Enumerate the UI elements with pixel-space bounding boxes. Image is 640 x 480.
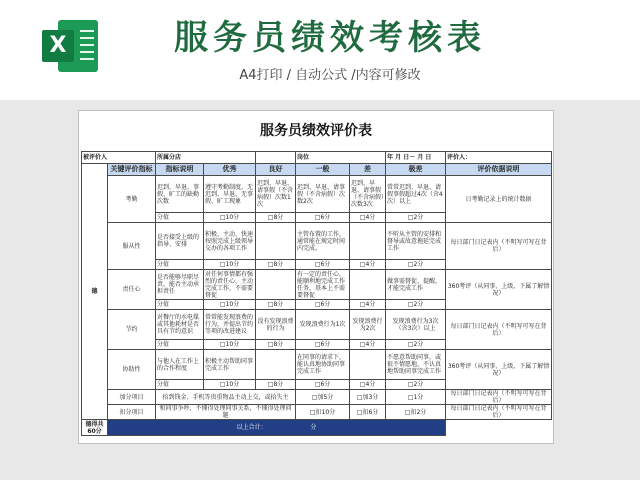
header-row xyxy=(82,152,552,164)
total-bar xyxy=(108,420,446,436)
col-very-poor: 极差 xyxy=(386,164,446,176)
score-option[interactable]: □10分 xyxy=(204,260,256,270)
criterion-basis: 360考评（从同事、上级、下属了解情况） xyxy=(446,270,552,310)
score-option[interactable]: □8分 xyxy=(256,340,296,350)
bonus-option[interactable]: □1分 xyxy=(386,390,446,405)
score-option[interactable]: □4分 xyxy=(350,260,386,270)
score-option[interactable]: □8分 xyxy=(256,300,296,310)
criterion-basis: 日考勤记录上的统计数据 xyxy=(446,176,552,223)
score-option[interactable]: □10分 xyxy=(204,300,256,310)
criterion-poor: 迟到、早退、请事假（不含病假）次数3次 xyxy=(350,176,386,213)
penalty-option[interactable]: □扣6分 xyxy=(350,405,386,420)
col-excellent: 优秀 xyxy=(204,164,256,176)
criterion-poor: 发现浪费行为2次 xyxy=(350,310,386,340)
criterion-good: 迟到、早退、请事假（不含病假）次数1次 xyxy=(256,176,296,213)
score-option[interactable]: □6分 xyxy=(296,260,350,270)
criterion-very-poor: 不愿意帮助同事，或很不情愿地，不认真地帮助同事完成工作 xyxy=(386,350,446,380)
criterion-good xyxy=(256,350,296,380)
bonus-basis: 每日部门日记表内（不明写可写在背后） xyxy=(446,390,552,405)
criterion-basis: 360考评（从同事、上级、下属了解情况） xyxy=(446,350,552,390)
col-key: 关键评价指标 xyxy=(108,164,156,176)
position-label: 岗位 xyxy=(296,152,386,164)
col-poor: 差 xyxy=(350,164,386,176)
period-label: 年 月 日－ 月 日 xyxy=(386,152,446,164)
criterion-very-poor: 不听从主管的安排和督导或故意拖延完成工作 xyxy=(386,223,446,260)
score-label: 分值 xyxy=(156,340,204,350)
dimension-label: 德 xyxy=(82,164,108,420)
criterion-basis: 每日部门日记表内（不明写可写在背后） xyxy=(446,223,552,270)
score-option[interactable]: □10分 xyxy=(204,340,256,350)
bonus-option[interactable]: □加3分 xyxy=(350,390,386,405)
criterion-average: 有一定的责任心，能顺利地完成工作任务，基本上不需要督促 xyxy=(296,270,350,300)
criterion-excellent: 常常能发现浪费的行为，并提出节约等项的改进建议 xyxy=(204,310,256,340)
criterion-excellent: 积极、主动、快速按照完成上级领导交办的各项工作 xyxy=(204,223,256,260)
score-option[interactable]: □8分 xyxy=(256,213,296,223)
total-unit: 分 xyxy=(310,424,317,431)
penalty-desc: 和同事争吵，不懂得处理同事关系，不懂得处理问题 xyxy=(156,405,296,420)
criterion-very-poor: 常常迟到、早退、请假事假超过4次（含4次）以上 xyxy=(386,176,446,213)
criterion-poor xyxy=(350,270,386,300)
excel-icon xyxy=(42,20,98,72)
score-option[interactable]: □6分 xyxy=(296,380,350,390)
criterion-desc: 是否接受上级的指导、安排 xyxy=(156,223,204,260)
col-basis: 评价依据说明 xyxy=(446,164,552,176)
penalty-row xyxy=(82,405,552,420)
col-desc: 指标说明 xyxy=(156,164,204,176)
evaluation-table xyxy=(81,151,552,436)
criterion-very-poor: 做事需督促、提醒，才能完成工作 xyxy=(386,270,446,300)
score-option[interactable]: □4分 xyxy=(350,213,386,223)
score-option[interactable]: □6分 xyxy=(296,300,350,310)
criterion-average: 迟到、早退、请事假（不含病假）次数2次 xyxy=(296,176,350,213)
score-option[interactable]: □10分 xyxy=(204,213,256,223)
criterion-desc: 对餐厅的水电煤或其他耗材是否具有节约意识 xyxy=(156,310,204,340)
penalty-option[interactable]: □扣10分 xyxy=(296,405,350,420)
score-option[interactable]: □8分 xyxy=(256,260,296,270)
col-average: 一般 xyxy=(296,164,350,176)
criterion-desc: 迟到、早退、事假、旷工的缺勤次数 xyxy=(156,176,204,213)
criterion-good xyxy=(256,270,296,300)
score-option[interactable]: □2分 xyxy=(386,260,446,270)
bonus-row xyxy=(82,390,552,405)
criterion-excellent: 积极主动帮助同事完成工作 xyxy=(204,350,256,380)
criterion-very-poor: 发现浪费行为3次（含3次）以上 xyxy=(386,310,446,340)
score-label: 分值 xyxy=(156,260,204,270)
criterion-name: 协助性 xyxy=(108,350,156,390)
total-label: 德得共60分 xyxy=(82,420,108,436)
score-option[interactable]: □2分 xyxy=(386,380,446,390)
sheet-title: 服务员绩效评价表 xyxy=(260,123,372,139)
criterion-good: 没有发现浪费的行为 xyxy=(256,310,296,340)
criterion-row xyxy=(82,310,552,340)
page-title: 服务员绩效考核表 xyxy=(174,18,486,58)
score-option[interactable]: □2分 xyxy=(386,213,446,223)
criterion-good xyxy=(256,223,296,260)
page-subtitle: A4打印 / 自动公式 /内容可修改 xyxy=(239,68,421,83)
score-option[interactable]: □4分 xyxy=(350,300,386,310)
total-row xyxy=(82,420,552,436)
criterion-average: 主管布置的工作，通常能在规定时间内完成。 xyxy=(296,223,350,260)
criterion-poor xyxy=(350,223,386,260)
criterion-name: 节约 xyxy=(108,310,156,350)
criterion-name: 服从性 xyxy=(108,223,156,270)
criterion-basis: 每日部门日记表内（不明写可写在背后） xyxy=(446,310,552,350)
score-option[interactable]: □2分 xyxy=(386,340,446,350)
score-option[interactable]: □6分 xyxy=(296,340,350,350)
criterion-excellent: 遵守考勤制度，无迟到、早退、无事假、旷工现象 xyxy=(204,176,256,213)
criterion-poor xyxy=(350,350,386,380)
criterion-row xyxy=(82,176,552,213)
dept-value[interactable] xyxy=(256,152,296,164)
evaluatee-label: 被评价人 xyxy=(82,152,156,164)
score-option[interactable]: □4分 xyxy=(350,340,386,350)
score-option[interactable]: □6分 xyxy=(296,213,350,223)
bonus-label: 加分项目 xyxy=(108,390,156,405)
criterion-average: 发现浪费行为1次 xyxy=(296,310,350,340)
bonus-desc: 拾到钱金、手机等贵重物品主动上交，或拾失主 xyxy=(156,390,296,405)
criterion-average: 在同事的请求下，能认真地协助同事完成工作 xyxy=(296,350,350,380)
criterion-row xyxy=(82,270,552,300)
bonus-option[interactable]: □加5分 xyxy=(296,390,350,405)
criterion-excellent: 对任何事情都有强烈的责任心，主动完成工作，不需要督促 xyxy=(204,270,256,300)
score-option[interactable]: □2分 xyxy=(386,300,446,310)
dept-label: 所属分店 xyxy=(156,152,256,164)
penalty-option[interactable]: □扣2分 xyxy=(386,405,446,420)
score-label: 分值 xyxy=(156,213,204,223)
score-label: 分值 xyxy=(156,300,204,310)
score-option[interactable]: □4分 xyxy=(350,380,386,390)
worksheet xyxy=(78,110,554,444)
criterion-row xyxy=(82,223,552,260)
criterion-name: 考勤 xyxy=(108,176,156,223)
score-option[interactable]: □10分 xyxy=(204,380,256,390)
evaluator-label: 评价人： xyxy=(446,152,552,164)
banner xyxy=(0,0,640,96)
penalty-label: 扣分项目 xyxy=(108,405,156,420)
criterion-desc: 与他人在工作上的合作程度 xyxy=(156,350,204,380)
excel-letter: X xyxy=(42,30,74,62)
score-label: 分值 xyxy=(156,380,204,390)
total-text: 以上合计： xyxy=(236,424,267,431)
penalty-basis: 每日部门日记表内（不明写可写在背后） xyxy=(446,405,552,420)
criterion-name: 责任心 xyxy=(108,270,156,310)
col-good: 良好 xyxy=(256,164,296,176)
column-header-row xyxy=(82,164,552,176)
criterion-row xyxy=(82,350,552,380)
score-option[interactable]: □8分 xyxy=(256,380,296,390)
criterion-desc: 是否能够尽职尽责，能否主动承担责任 xyxy=(156,270,204,300)
